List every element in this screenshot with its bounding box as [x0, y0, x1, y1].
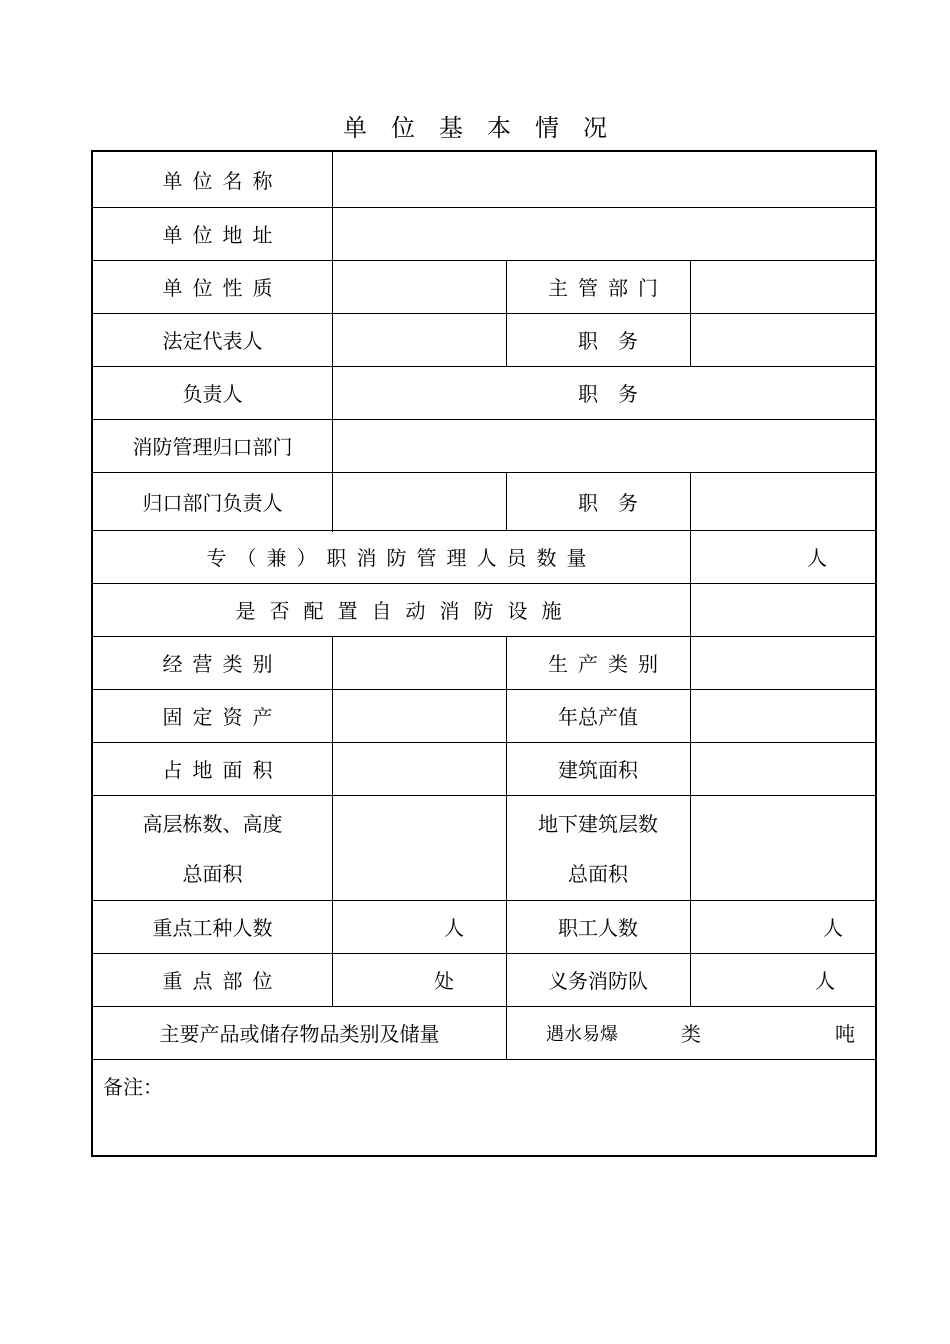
label-dept-head: 归口部门负责人	[142, 490, 283, 515]
label-legal-rep: 法定代表人	[162, 329, 263, 353]
label-main-products: 主要产品或储存物品类别及储量	[159, 1022, 440, 1046]
label-position: 职务	[578, 329, 658, 353]
row-divider	[93, 1059, 875, 1060]
label-auto-fire-facilities: 是否配置自动消防设施	[235, 599, 576, 623]
unit-ton: 吨	[835, 1022, 855, 1046]
label-water-reactive: 遇水易爆	[546, 1023, 618, 1045]
label-unit-nature: 单位性质	[162, 276, 283, 300]
page-title: 单位基本情况	[343, 114, 631, 142]
label-position: 职务	[578, 382, 658, 406]
unit-person: 人	[815, 969, 835, 993]
label-fixed-assets: 固定资产	[162, 705, 283, 729]
unit-info-form	[91, 150, 877, 1157]
unit-person: 人	[444, 916, 464, 940]
unit-person: 人	[823, 916, 843, 940]
label-person-in-charge: 负责人	[182, 382, 243, 406]
unit-locations: 处	[434, 969, 454, 993]
label-key-locations: 重点部位	[162, 969, 283, 993]
unit-person: 人	[807, 546, 827, 570]
label-competent-dept: 主管部门	[548, 276, 668, 300]
label-fire-staff-count: 专（兼）职消防管理人员数量	[206, 546, 597, 570]
label-key-workers: 重点工种人数	[152, 916, 273, 940]
label-volunteer-brigade: 义务消防队	[548, 969, 648, 993]
label-business-category: 经营类别	[162, 652, 283, 676]
row-divider	[93, 795, 875, 796]
label-underground-line1: 地下建筑层数	[538, 811, 658, 836]
label-fire-mgmt-dept: 消防管理归口部门	[132, 435, 293, 459]
label-unit-address: 单位地址	[162, 223, 283, 247]
label-highrise-line2: 总面积	[182, 861, 243, 886]
label-position: 职务	[578, 490, 658, 515]
unit-category: 类	[681, 1022, 701, 1046]
label-building-area: 建筑面积	[558, 758, 638, 782]
label-production-category: 生产类别	[548, 652, 668, 676]
label-employees: 职工人数	[558, 916, 638, 940]
label-underground-line2: 总面积	[568, 861, 628, 886]
label-annual-output: 年总产值	[558, 705, 638, 729]
label-highrise-line1: 高层栋数、高度	[142, 811, 283, 836]
label-unit-name: 单位名称	[162, 169, 283, 193]
label-remarks: 备注：	[103, 1074, 163, 1099]
label-land-area: 占地面积	[162, 758, 283, 782]
